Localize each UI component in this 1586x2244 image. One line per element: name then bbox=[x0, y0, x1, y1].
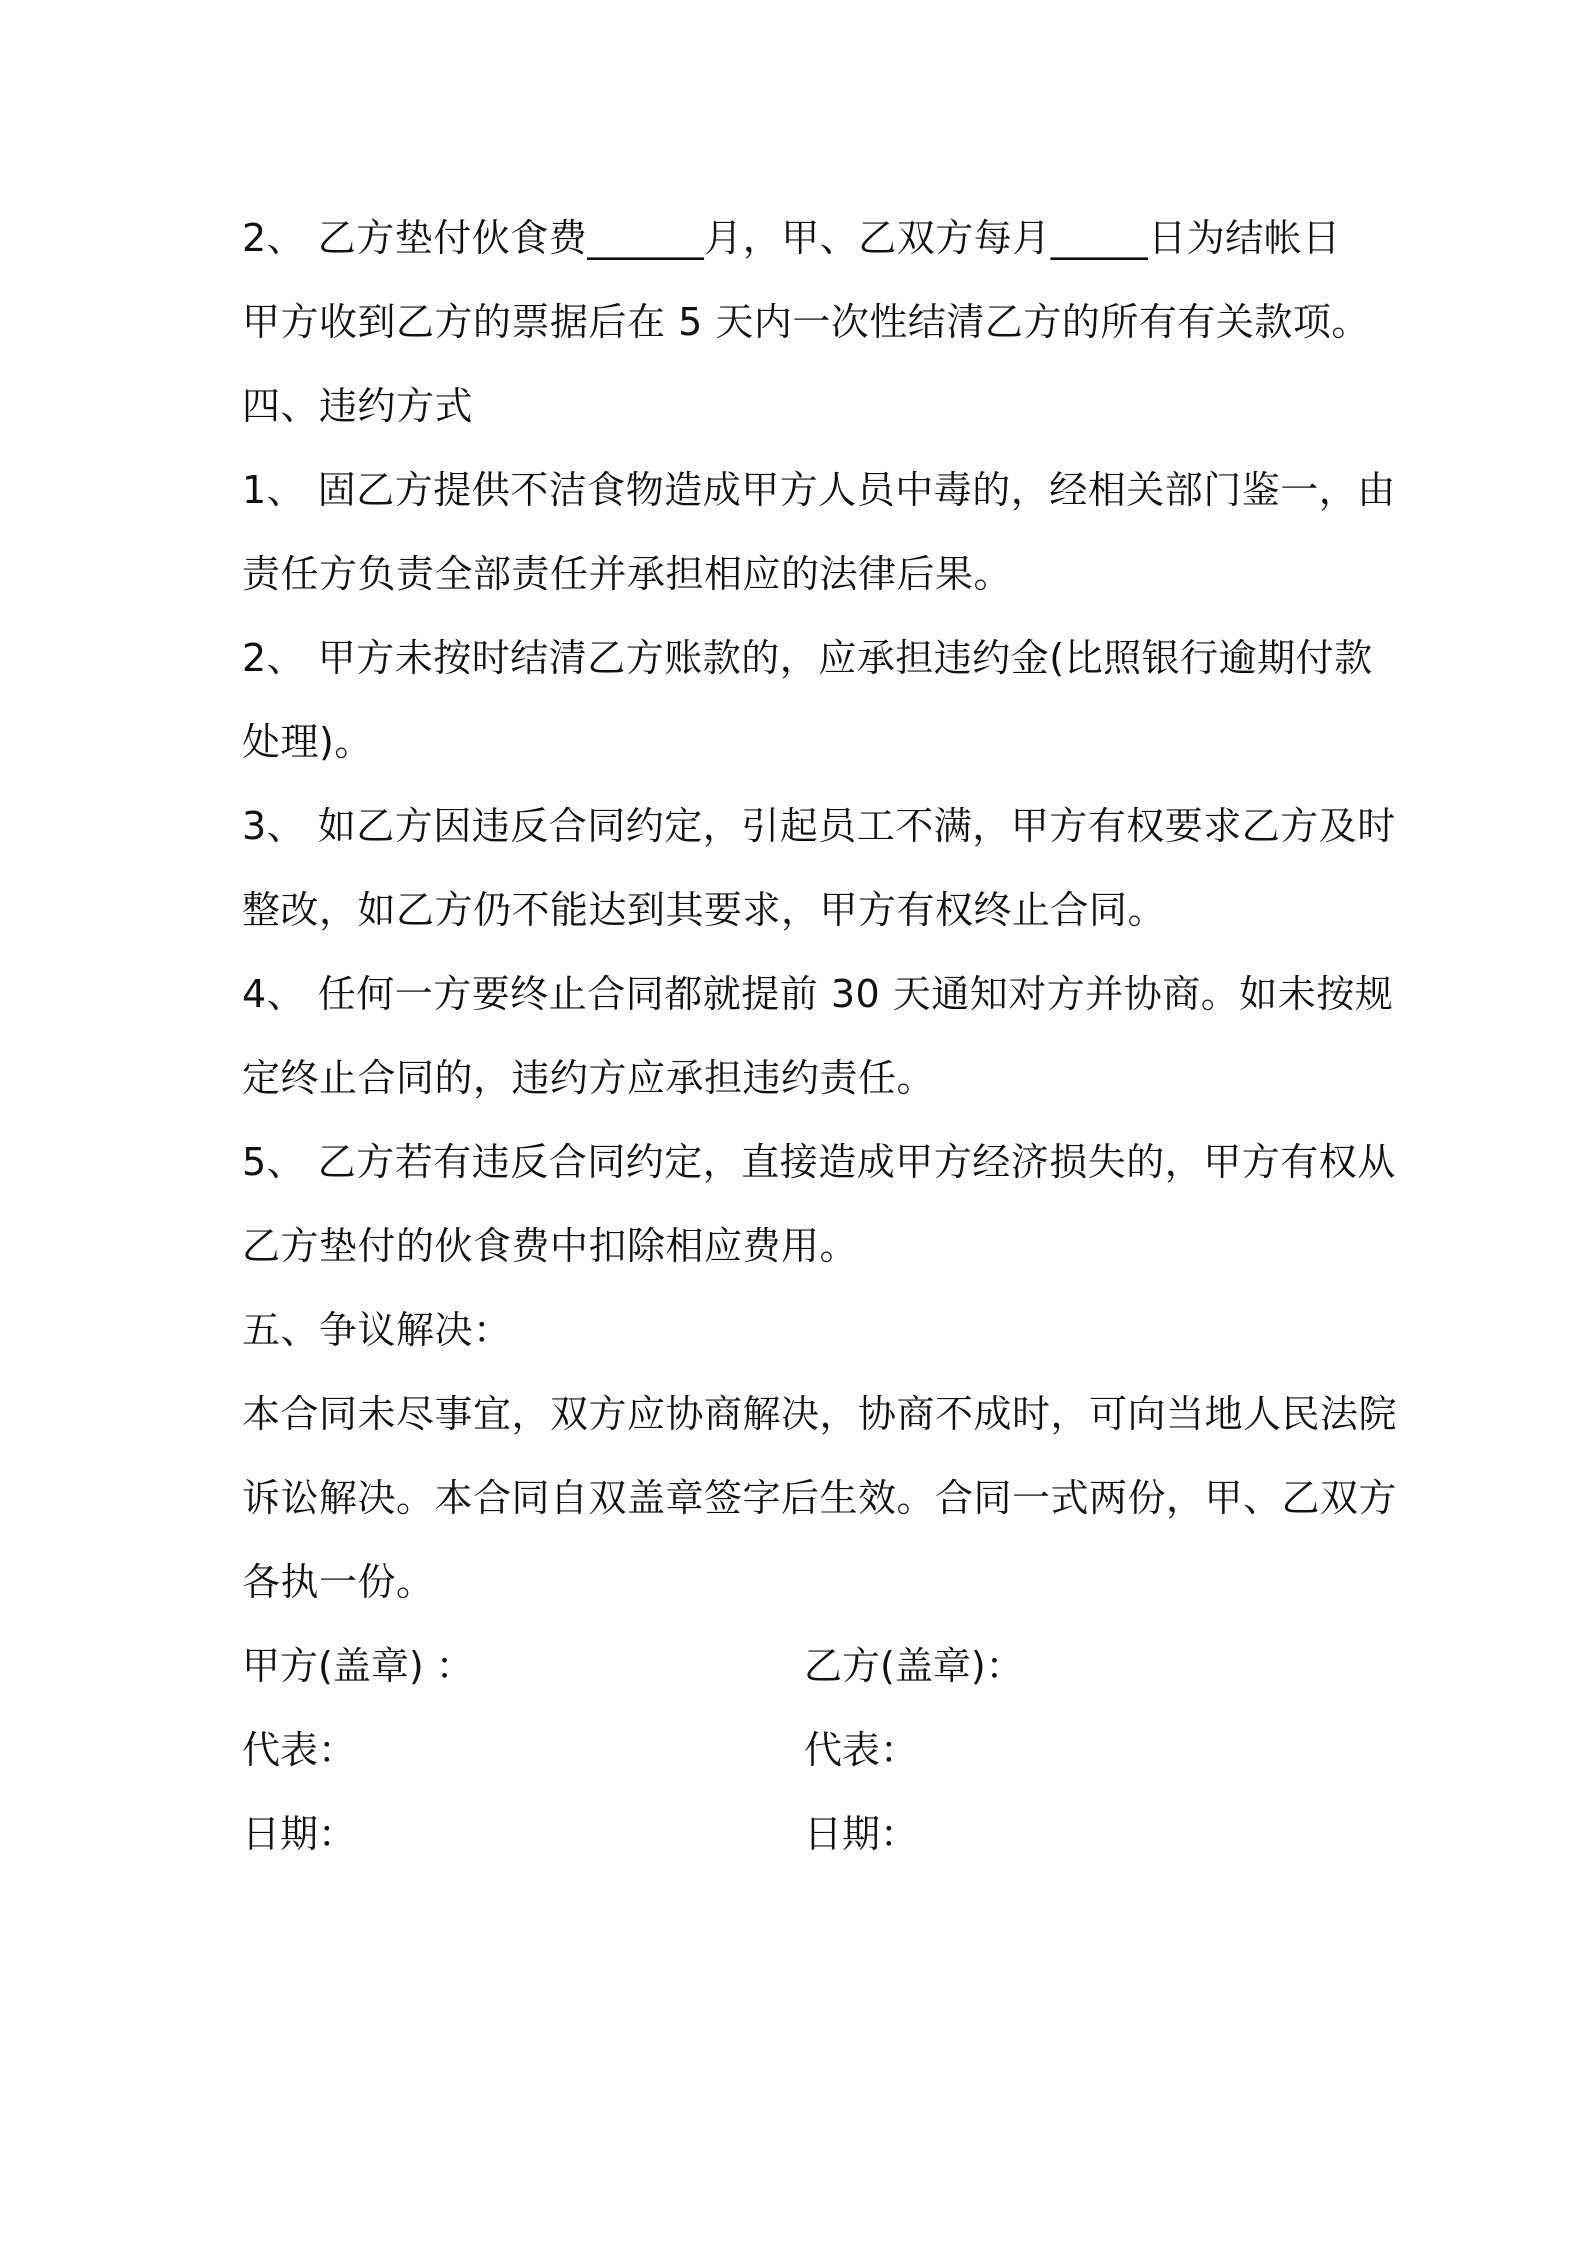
text-line: 2、 乙方垫付伙食费______月，甲、乙双方每月_____日为结帐日 bbox=[242, 216, 1341, 260]
text-line: 乙方垫付的伙食费中扣除相应费用。 bbox=[242, 1224, 859, 1268]
document-body bbox=[242, 196, 1398, 1876]
signature-seal-row bbox=[242, 1624, 1362, 1708]
signature-date-row bbox=[242, 1792, 1362, 1876]
text-line: 3、 如乙方因违反合同约定，引起员工不满，甲方有权要求乙方及时 bbox=[242, 804, 1396, 848]
text-line: 各执一份。 bbox=[242, 1560, 435, 1604]
party-a-rep-label: 代表： bbox=[242, 1728, 357, 1772]
text-line: 1、 固乙方提供不洁食物造成甲方人员中毒的，经相关部门鉴一，由 bbox=[242, 468, 1396, 512]
section-heading: 五、争议解决： bbox=[242, 1308, 512, 1352]
party-a-date-label: 日期： bbox=[242, 1812, 357, 1856]
party-a-seal-label: 甲方(盖章) ： bbox=[242, 1644, 474, 1688]
section-heading: 四、违约方式 bbox=[242, 384, 474, 428]
text-line: 2、 甲方未按时结清乙方账款的，应承担违约金(比照银行逾期付款 bbox=[242, 636, 1373, 680]
text-line: 责任方负责全部责任并承担相应的法律后果。 bbox=[242, 552, 1013, 596]
text-line: 整改，如乙方仍不能达到其要求，甲方有权终止合同。 bbox=[242, 888, 1167, 932]
text-line: 4、 任何一方要终止合同都就提前 30 天通知对方并协商。如未按规 bbox=[242, 972, 1394, 1016]
text-line: 定终止合同的，违约方应承担违约责任。 bbox=[242, 1056, 936, 1100]
text-line: 5、 乙方若有违反合同约定，直接造成甲方经济损失的，甲方有权从 bbox=[242, 1140, 1396, 1184]
text-line: 本合同未尽事宜，双方应协商解决，协商不成时，可向当地人民法院 bbox=[242, 1392, 1398, 1436]
text-line: 处理)。 bbox=[242, 720, 373, 764]
party-b-seal-label: 乙方(盖章)： bbox=[804, 1644, 1024, 1688]
signature-rep-row bbox=[242, 1708, 1362, 1792]
text-line: 诉讼解决。本合同自双盖章签字后生效。合同一式两份，甲、乙双方 bbox=[242, 1476, 1398, 1520]
party-b-rep-label: 代表： bbox=[804, 1728, 919, 1772]
party-b-date-label: 日期： bbox=[804, 1812, 919, 1856]
text-line: 甲方收到乙方的票据后在 5 天内一次性结清乙方的所有有关款项。 bbox=[242, 300, 1370, 344]
